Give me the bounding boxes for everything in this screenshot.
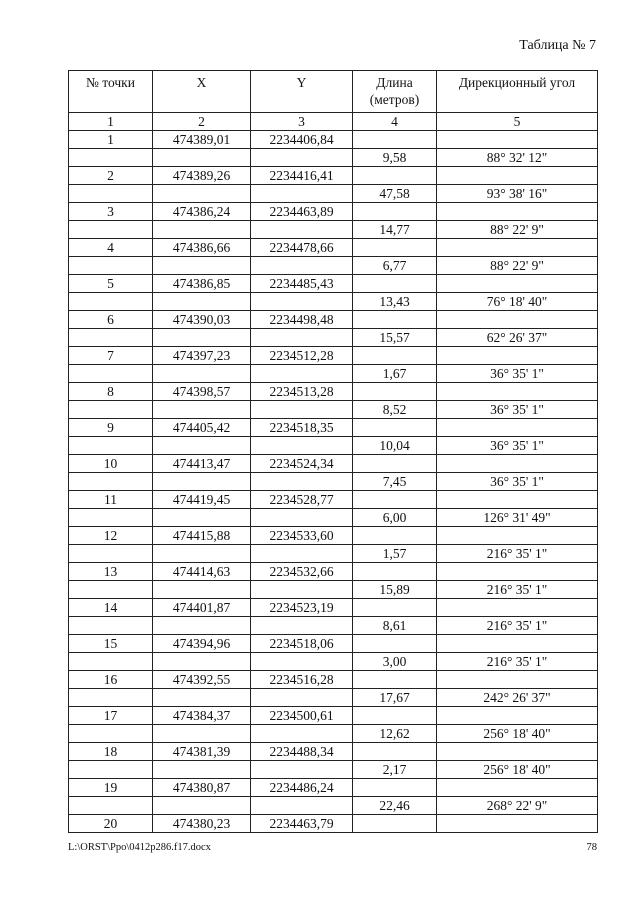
table-row [69, 689, 598, 707]
cell-y [251, 581, 353, 599]
cell-y [251, 437, 353, 455]
cell-point-number [69, 761, 153, 779]
cell-length: 6,77 [353, 257, 437, 275]
cell-direction-angle: 242° 26' 37" [437, 689, 598, 707]
cell-point-number: 11 [69, 491, 153, 509]
cell-point-number [69, 545, 153, 563]
cell-length [353, 599, 437, 617]
cell-x: 474401,87 [153, 599, 251, 617]
cell-y [251, 761, 353, 779]
table-row [69, 401, 598, 419]
cell-direction-angle [437, 131, 598, 149]
cell-y: 2234500,61 [251, 707, 353, 725]
header-direction-angle: Дирекционный угол [437, 71, 598, 113]
cell-length: 7,45 [353, 473, 437, 491]
column-number: 1 [69, 113, 153, 131]
cell-direction-angle: 93° 38' 16" [437, 185, 598, 203]
cell-x: 474394,96 [153, 635, 251, 653]
cell-point-number: 19 [69, 779, 153, 797]
cell-y: 2234512,28 [251, 347, 353, 365]
table-row [69, 221, 598, 239]
cell-y: 2234523,19 [251, 599, 353, 617]
cell-length: 15,57 [353, 329, 437, 347]
cell-x: 474397,23 [153, 347, 251, 365]
table-row [69, 797, 598, 815]
cell-length [353, 167, 437, 185]
cell-x [153, 725, 251, 743]
cell-x: 474405,42 [153, 419, 251, 437]
cell-direction-angle [437, 347, 598, 365]
cell-length [353, 239, 437, 257]
table-row [69, 581, 598, 599]
table-row [69, 815, 598, 833]
cell-y: 2234416,41 [251, 167, 353, 185]
cell-direction-angle: 268° 22' 9" [437, 797, 598, 815]
cell-y [251, 473, 353, 491]
cell-x [153, 761, 251, 779]
cell-point-number: 17 [69, 707, 153, 725]
cell-point-number [69, 257, 153, 275]
cell-direction-angle [437, 779, 598, 797]
cell-length [353, 527, 437, 545]
cell-direction-angle: 216° 35' 1" [437, 653, 598, 671]
table-row [69, 311, 598, 329]
table-row [69, 635, 598, 653]
cell-y: 2234478,66 [251, 239, 353, 257]
cell-x: 474392,55 [153, 671, 251, 689]
cell-length: 2,17 [353, 761, 437, 779]
cell-y: 2234406,84 [251, 131, 353, 149]
cell-point-number: 4 [69, 239, 153, 257]
cell-length: 8,52 [353, 401, 437, 419]
cell-y: 2234485,43 [251, 275, 353, 293]
cell-x [153, 653, 251, 671]
cell-direction-angle [437, 311, 598, 329]
cell-direction-angle [437, 563, 598, 581]
table-row [69, 293, 598, 311]
table-row [69, 563, 598, 581]
cell-length: 17,67 [353, 689, 437, 707]
table-row [69, 257, 598, 275]
cell-length [353, 707, 437, 725]
cell-point-number: 15 [69, 635, 153, 653]
table-row [69, 653, 598, 671]
cell-point-number: 6 [69, 311, 153, 329]
cell-y [251, 257, 353, 275]
cell-point-number [69, 509, 153, 527]
cell-y [251, 401, 353, 419]
cell-y: 2234518,06 [251, 635, 353, 653]
cell-point-number: 3 [69, 203, 153, 221]
table-row [69, 365, 598, 383]
cell-y [251, 509, 353, 527]
header-row [69, 71, 598, 113]
table-row [69, 779, 598, 797]
cell-x [153, 797, 251, 815]
cell-y [251, 689, 353, 707]
cell-length [353, 275, 437, 293]
cell-length [353, 779, 437, 797]
cell-point-number: 20 [69, 815, 153, 833]
cell-point-number [69, 653, 153, 671]
cell-x: 474380,23 [153, 815, 251, 833]
cell-y [251, 617, 353, 635]
table-row [69, 275, 598, 293]
cell-x [153, 329, 251, 347]
cell-x [153, 689, 251, 707]
table-row [69, 131, 598, 149]
header-length: Длина (метров) [353, 71, 437, 113]
cell-y [251, 185, 353, 203]
cell-point-number [69, 293, 153, 311]
cell-x [153, 185, 251, 203]
cell-y [251, 293, 353, 311]
table-row [69, 707, 598, 725]
cell-point-number [69, 221, 153, 239]
cell-point-number [69, 725, 153, 743]
cell-direction-angle [437, 743, 598, 761]
cell-y: 2234524,34 [251, 455, 353, 473]
cell-direction-angle: 76° 18' 40" [437, 293, 598, 311]
cell-direction-angle [437, 203, 598, 221]
table-caption: Таблица № 7 [519, 38, 596, 53]
table-row [69, 545, 598, 563]
cell-point-number: 12 [69, 527, 153, 545]
cell-length: 1,57 [353, 545, 437, 563]
table-row [69, 347, 598, 365]
cell-length: 47,58 [353, 185, 437, 203]
cell-length [353, 635, 437, 653]
cell-point-number [69, 473, 153, 491]
cell-direction-angle [437, 167, 598, 185]
cell-y: 2234516,28 [251, 671, 353, 689]
cell-point-number: 5 [69, 275, 153, 293]
cell-length: 3,00 [353, 653, 437, 671]
cell-length [353, 383, 437, 401]
footer-file-path: L:\ORST\Ppo\0412p286.f17.docx [68, 842, 211, 853]
cell-x [153, 149, 251, 167]
cell-direction-angle [437, 419, 598, 437]
cell-x: 474415,88 [153, 527, 251, 545]
cell-direction-angle: 256° 18' 40" [437, 725, 598, 743]
cell-x: 474398,57 [153, 383, 251, 401]
cell-x [153, 437, 251, 455]
table-row [69, 599, 598, 617]
table-row [69, 743, 598, 761]
cell-direction-angle: 88° 22' 9" [437, 221, 598, 239]
cell-y [251, 653, 353, 671]
cell-point-number [69, 329, 153, 347]
table-row [69, 239, 598, 257]
cell-y [251, 797, 353, 815]
cell-length [353, 419, 437, 437]
table-row [69, 437, 598, 455]
cell-y [251, 221, 353, 239]
cell-point-number [69, 149, 153, 167]
table-row [69, 185, 598, 203]
cell-length: 10,04 [353, 437, 437, 455]
table-row [69, 725, 598, 743]
cell-x [153, 473, 251, 491]
cell-direction-angle: 216° 35' 1" [437, 617, 598, 635]
cell-direction-angle [437, 383, 598, 401]
cell-x: 474381,39 [153, 743, 251, 761]
table-row [69, 455, 598, 473]
cell-direction-angle: 126° 31' 49" [437, 509, 598, 527]
cell-point-number: 2 [69, 167, 153, 185]
coordinates-table [68, 70, 598, 833]
table-row [69, 383, 598, 401]
cell-direction-angle [437, 635, 598, 653]
cell-direction-angle [437, 815, 598, 833]
cell-length [353, 131, 437, 149]
header-y: Y [251, 71, 353, 113]
cell-x: 474414,63 [153, 563, 251, 581]
cell-point-number: 10 [69, 455, 153, 473]
cell-length: 9,58 [353, 149, 437, 167]
cell-x: 474389,01 [153, 131, 251, 149]
cell-point-number: 7 [69, 347, 153, 365]
cell-direction-angle: 216° 35' 1" [437, 581, 598, 599]
header-point-number: № точки [69, 71, 153, 113]
cell-point-number [69, 185, 153, 203]
cell-point-number [69, 437, 153, 455]
cell-y: 2234513,28 [251, 383, 353, 401]
cell-x [153, 293, 251, 311]
column-number-row [69, 113, 598, 131]
cell-length [353, 815, 437, 833]
cell-length: 6,00 [353, 509, 437, 527]
cell-length [353, 563, 437, 581]
cell-length: 22,46 [353, 797, 437, 815]
cell-length [353, 311, 437, 329]
table-row [69, 491, 598, 509]
cell-length [353, 491, 437, 509]
cell-y [251, 545, 353, 563]
cell-point-number: 1 [69, 131, 153, 149]
cell-point-number [69, 365, 153, 383]
cell-length [353, 671, 437, 689]
cell-direction-angle: 62° 26' 37" [437, 329, 598, 347]
cell-length: 8,61 [353, 617, 437, 635]
cell-y: 2234532,66 [251, 563, 353, 581]
cell-x [153, 617, 251, 635]
cell-y: 2234488,34 [251, 743, 353, 761]
table-row [69, 761, 598, 779]
cell-y: 2234533,60 [251, 527, 353, 545]
cell-point-number: 8 [69, 383, 153, 401]
cell-length [353, 743, 437, 761]
header-x: X [153, 71, 251, 113]
cell-x: 474386,24 [153, 203, 251, 221]
cell-direction-angle: 36° 35' 1" [437, 401, 598, 419]
cell-point-number [69, 401, 153, 419]
cell-direction-angle [437, 671, 598, 689]
cell-y [251, 329, 353, 347]
cell-point-number [69, 581, 153, 599]
cell-point-number: 18 [69, 743, 153, 761]
cell-point-number: 14 [69, 599, 153, 617]
cell-x: 474380,87 [153, 779, 251, 797]
cell-x [153, 365, 251, 383]
cell-x: 474384,37 [153, 707, 251, 725]
cell-x: 474386,66 [153, 239, 251, 257]
cell-y: 2234528,77 [251, 491, 353, 509]
cell-y [251, 365, 353, 383]
cell-point-number: 13 [69, 563, 153, 581]
cell-x: 474386,85 [153, 275, 251, 293]
cell-direction-angle: 36° 35' 1" [437, 365, 598, 383]
table-row [69, 473, 598, 491]
cell-direction-angle: 88° 32' 12" [437, 149, 598, 167]
cell-direction-angle [437, 491, 598, 509]
cell-point-number: 16 [69, 671, 153, 689]
table-row [69, 509, 598, 527]
cell-length [353, 347, 437, 365]
cell-direction-angle [437, 599, 598, 617]
table-row [69, 671, 598, 689]
cell-x: 474413,47 [153, 455, 251, 473]
cell-length [353, 203, 437, 221]
cell-direction-angle [437, 239, 598, 257]
cell-length: 15,89 [353, 581, 437, 599]
cell-point-number [69, 797, 153, 815]
cell-x: 474390,03 [153, 311, 251, 329]
column-number: 2 [153, 113, 251, 131]
cell-direction-angle [437, 707, 598, 725]
cell-x [153, 545, 251, 563]
column-number: 3 [251, 113, 353, 131]
column-number: 5 [437, 113, 598, 131]
cell-x [153, 221, 251, 239]
cell-direction-angle: 88° 22' 9" [437, 257, 598, 275]
cell-length: 13,43 [353, 293, 437, 311]
cell-y [251, 725, 353, 743]
column-number: 4 [353, 113, 437, 131]
cell-y: 2234518,35 [251, 419, 353, 437]
cell-direction-angle: 256° 18' 40" [437, 761, 598, 779]
cell-y: 2234498,48 [251, 311, 353, 329]
cell-x: 474419,45 [153, 491, 251, 509]
cell-direction-angle [437, 275, 598, 293]
cell-direction-angle: 36° 35' 1" [437, 437, 598, 455]
cell-point-number [69, 617, 153, 635]
cell-x [153, 401, 251, 419]
cell-point-number [69, 689, 153, 707]
cell-direction-angle: 36° 35' 1" [437, 473, 598, 491]
table-row [69, 167, 598, 185]
cell-direction-angle [437, 455, 598, 473]
cell-length: 14,77 [353, 221, 437, 239]
cell-x [153, 581, 251, 599]
table-row [69, 203, 598, 221]
cell-direction-angle: 216° 35' 1" [437, 545, 598, 563]
cell-y: 2234463,79 [251, 815, 353, 833]
cell-y: 2234463,89 [251, 203, 353, 221]
table-row [69, 329, 598, 347]
table-row [69, 527, 598, 545]
cell-x [153, 257, 251, 275]
cell-x [153, 509, 251, 527]
cell-length: 12,62 [353, 725, 437, 743]
table-row [69, 419, 598, 437]
cell-y [251, 149, 353, 167]
table-row [69, 617, 598, 635]
cell-length [353, 455, 437, 473]
cell-length: 1,67 [353, 365, 437, 383]
table-row [69, 149, 598, 167]
cell-y: 2234486,24 [251, 779, 353, 797]
cell-direction-angle [437, 527, 598, 545]
footer-page-number: 78 [586, 842, 597, 853]
cell-point-number: 9 [69, 419, 153, 437]
cell-x: 474389,26 [153, 167, 251, 185]
